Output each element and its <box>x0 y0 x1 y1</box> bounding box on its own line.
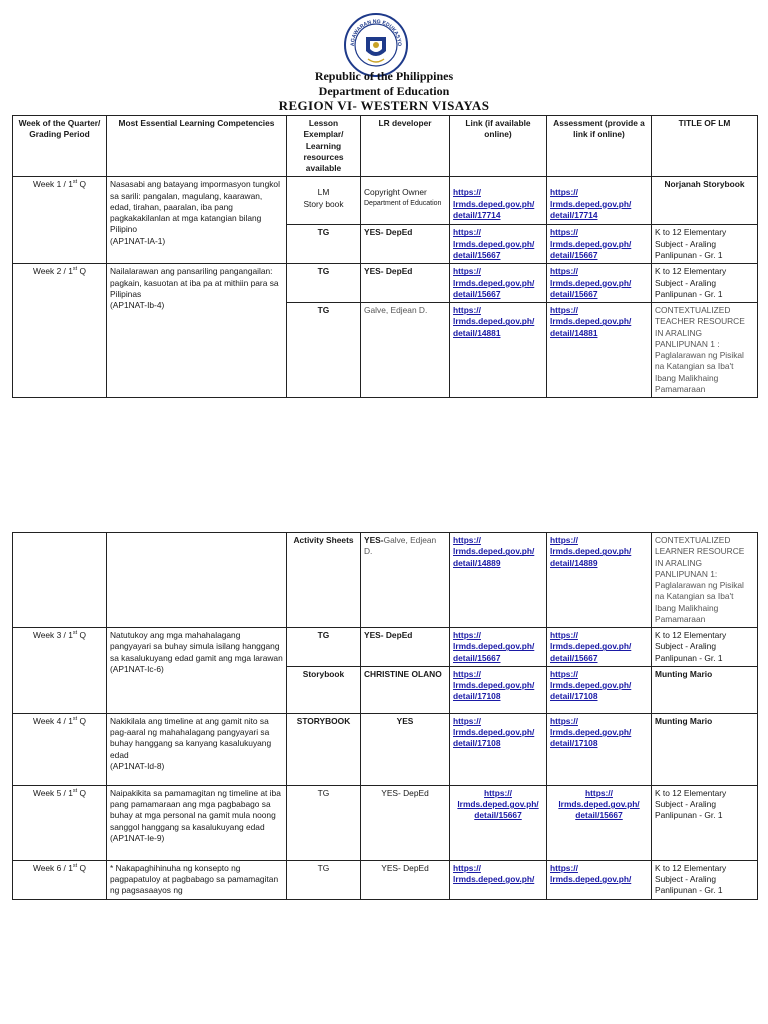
week-cell <box>13 533 107 628</box>
col-assessment-header: Assessment (provide a link if online) <box>547 116 652 177</box>
developer-cell: YES <box>361 713 450 785</box>
developer-cell: YES- DepEd <box>361 264 450 303</box>
developer-cell: YES-Galve, Edjean D. <box>361 533 450 628</box>
competency-cell: Nakikilala ang timeline at ang gamit nito sa pag-aaral ng mahahalagang pangyayari sa buhay hanggang sa kanyang kasalukuyang edad (AP1NAT-Id-8) <box>107 713 287 785</box>
developer-cell: YES- DepEd <box>361 785 450 860</box>
resource-cell: Activity Sheets <box>287 533 361 628</box>
table-row <box>13 713 758 785</box>
assessment-link[interactable]: https:// lrmds.deped.gov.ph/ detail/15667 <box>558 787 640 821</box>
assessment-cell[interactable] <box>547 303 652 398</box>
table-row <box>13 785 758 860</box>
assessment-cell[interactable] <box>547 713 652 785</box>
header-region: REGION VI- WESTERN VISAYAS <box>278 98 490 113</box>
assessment-link[interactable]: https:// lrmds.deped.gov.ph/ detail/17714 <box>550 187 632 220</box>
competency-table-2 <box>12 532 758 900</box>
resource-link[interactable]: https:// lrmds.deped.gov.ph/ detail/17108 <box>453 715 535 749</box>
resource-link[interactable]: https:// lrmds.deped.gov.ph/ detail/14881 <box>453 305 535 338</box>
deped-seal <box>344 13 408 77</box>
competency-table-1 <box>12 115 758 398</box>
link-cell[interactable] <box>450 666 547 713</box>
week-cell: Week 2 / 1st Q <box>13 264 107 398</box>
resource-cell: LM Story book <box>287 177 361 225</box>
assessment-link[interactable]: https:// lrmds.deped.gov.ph/ detail/14881 <box>550 305 632 338</box>
assessment-cell[interactable] <box>547 628 652 667</box>
title-cell: CONTEXTUALIZED LEARNER RESOURCE IN ARALING PANLIPUNAN 1: Paglalarawan ng Pisikal na Katangian sa Iba't Ibang Malikhaing Pamamaraan <box>652 533 758 628</box>
title-cell: Norjanah Storybook <box>652 177 758 225</box>
link-cell[interactable] <box>450 303 547 398</box>
assessment-cell[interactable] <box>547 225 652 264</box>
resource-link[interactable]: https:// lrmds.deped.gov.ph/ <box>453 862 535 884</box>
title-cell: K to 12 Elementary Subject - Araling Panlipunan - Gr. 1 <box>652 628 758 667</box>
resource-cell: TG <box>287 785 361 860</box>
resource-link[interactable]: https:// lrmds.deped.gov.ph/ detail/17108 <box>453 668 535 702</box>
title-cell: K to 12 Elementary Subject - Araling Panlipunan - Gr. 1 <box>652 785 758 860</box>
resource-link[interactable]: https:// lrmds.deped.gov.ph/ detail/14889 <box>453 535 535 568</box>
col-competency-header: Most Essential Learning Competencies <box>107 116 287 177</box>
table-row <box>13 860 758 899</box>
assessment-cell[interactable] <box>547 785 652 860</box>
developer-cell: CHRISTINE OLANO <box>361 666 450 713</box>
competency-cell: Nasasabi ang batayang impormasyon tungkol sa sarili: pangalan, magulang, kaarawan, edad, tirahan, paaralan, iba pang pagkakakilanlan at mga katangian bilang Pilipino (AP1NAT-IA-1) <box>107 177 287 264</box>
developer-cell: YES- DepEd <box>361 860 450 899</box>
col-link-header: Link (if available online) <box>450 116 547 177</box>
developer-cell: Copyright Owner Department of Education <box>361 177 450 225</box>
table-row <box>13 264 758 303</box>
table-header-row <box>13 116 758 177</box>
link-cell[interactable] <box>450 533 547 628</box>
col-title-header: TITLE OF LM <box>652 116 758 177</box>
assessment-link[interactable]: https:// lrmds.deped.gov.ph/ detail/14889 <box>550 535 632 568</box>
resource-cell: STORYBOOK <box>287 713 361 785</box>
link-cell[interactable] <box>450 860 547 899</box>
assessment-cell[interactable] <box>547 666 652 713</box>
week-cell: Week 3 / 1st Q <box>13 628 107 714</box>
header-republic: Republic of the Philippines <box>314 69 454 83</box>
developer-cell: YES- DepEd <box>361 225 450 264</box>
competency-cell: * Nakapaghihinuha ng konsepto ng pagpapatuloy at pagbabago sa pamamagitan ng pagsasaayos ng <box>107 860 287 899</box>
title-cell: K to 12 Elementary Subject - Araling Panlipunan - Gr. 1 <box>652 225 758 264</box>
assessment-link[interactable]: https:// lrmds.deped.gov.ph/ detail/17108 <box>550 668 632 702</box>
resource-link[interactable]: https:// lrmds.deped.gov.ph/ detail/15667 <box>453 266 535 299</box>
title-cell: K to 12 Elementary Subject - Araling Panlipunan - Gr. 1 <box>652 264 758 303</box>
link-cell[interactable] <box>450 713 547 785</box>
resource-link[interactable]: https:// lrmds.deped.gov.ph/ detail/15667 <box>453 630 535 663</box>
link-cell[interactable] <box>450 177 547 225</box>
seal-text: AGAWARAN NG EDUKASYO <box>349 18 403 47</box>
resource-cell: TG <box>287 303 361 398</box>
resource-cell: TG <box>287 628 361 667</box>
title-cell: Munting Mario <box>652 713 758 785</box>
assessment-link[interactable]: https:// lrmds.deped.gov.ph/ detail/17108 <box>550 715 632 749</box>
competency-cell: Naipakikita sa pamamagitan ng timeline at iba pang pamamaraan ang mga pagbabago sa buhay at mga personal na gamit mula noong sanggol hanggang sa kasalukuyang edad (AP1NAT-Ie-9) <box>107 785 287 860</box>
week-cell: Week 6 / 1st Q <box>13 860 107 899</box>
table-row <box>13 533 758 628</box>
developer-cell: Galve, Edjean D. <box>361 303 450 398</box>
resource-cell: TG <box>287 225 361 264</box>
resource-cell: Storybook <box>287 666 361 713</box>
title-cell: Munting Mario <box>652 666 758 713</box>
competency-cell: Natutukoy ang mga mahahalagang pangyayari sa buhay simula isilang hanggang sa kasalukuyang edad gamit ang mga larawan (AP1NAT-Ic-6) <box>107 628 287 714</box>
week-cell: Week 1 / 1st Q <box>13 177 107 264</box>
resource-cell: TG <box>287 860 361 899</box>
assessment-link[interactable]: https:// lrmds.deped.gov.ph/ detail/15667 <box>550 630 632 663</box>
assessment-cell[interactable] <box>547 533 652 628</box>
competency-cell: Nailalarawan ang pansariling pangangailan: pagkain, kasuotan at iba pa at mithiin para sa Pilipinas (AP1NAT-Ib-4) <box>107 264 287 398</box>
col-resources-header: Lesson Exemplar/ Learning resources available <box>287 116 361 177</box>
col-week-header: Week of the Quarter/ Grading Period <box>13 116 107 177</box>
resource-link[interactable]: https:// lrmds.deped.gov.ph/ detail/17714 <box>453 187 535 220</box>
link-cell[interactable] <box>450 785 547 860</box>
week-cell: Week 4 / 1st Q <box>13 713 107 785</box>
week-cell: Week 5 / 1st Q <box>13 785 107 860</box>
assessment-cell[interactable] <box>547 860 652 899</box>
assessment-cell[interactable] <box>547 264 652 303</box>
table-row <box>13 628 758 667</box>
developer-cell: YES- DepEd <box>361 628 450 667</box>
table-row <box>13 177 758 225</box>
competency-cell <box>107 533 287 628</box>
link-cell[interactable] <box>450 225 547 264</box>
col-developer-header: LR developer <box>361 116 450 177</box>
assessment-link[interactable]: https:// lrmds.deped.gov.ph/ detail/15667 <box>550 227 632 260</box>
header-department: Department of Education <box>318 84 450 98</box>
assessment-link[interactable]: https:// lrmds.deped.gov.ph/ <box>550 862 632 884</box>
resource-cell: TG <box>287 264 361 303</box>
assessment-cell[interactable] <box>547 177 652 225</box>
resource-link[interactable]: https:// lrmds.deped.gov.ph/ detail/15667 <box>457 787 539 821</box>
link-cell[interactable] <box>450 264 547 303</box>
title-cell: CONTEXTUALIZED TEACHER RESOURCE IN ARALING PANLIPUNAN 1 : Paglalarawan ng Pisikal na Katangian sa Iba't Ibang Malikhaing Pamamaraan <box>652 303 758 398</box>
title-cell: K to 12 Elementary Subject - Araling Panlipunan - Gr. 1 <box>652 860 758 899</box>
assessment-link[interactable]: https:// lrmds.deped.gov.ph/ detail/15667 <box>550 266 632 299</box>
resource-link[interactable]: https:// lrmds.deped.gov.ph/ detail/15667 <box>453 227 535 260</box>
link-cell[interactable] <box>450 628 547 667</box>
